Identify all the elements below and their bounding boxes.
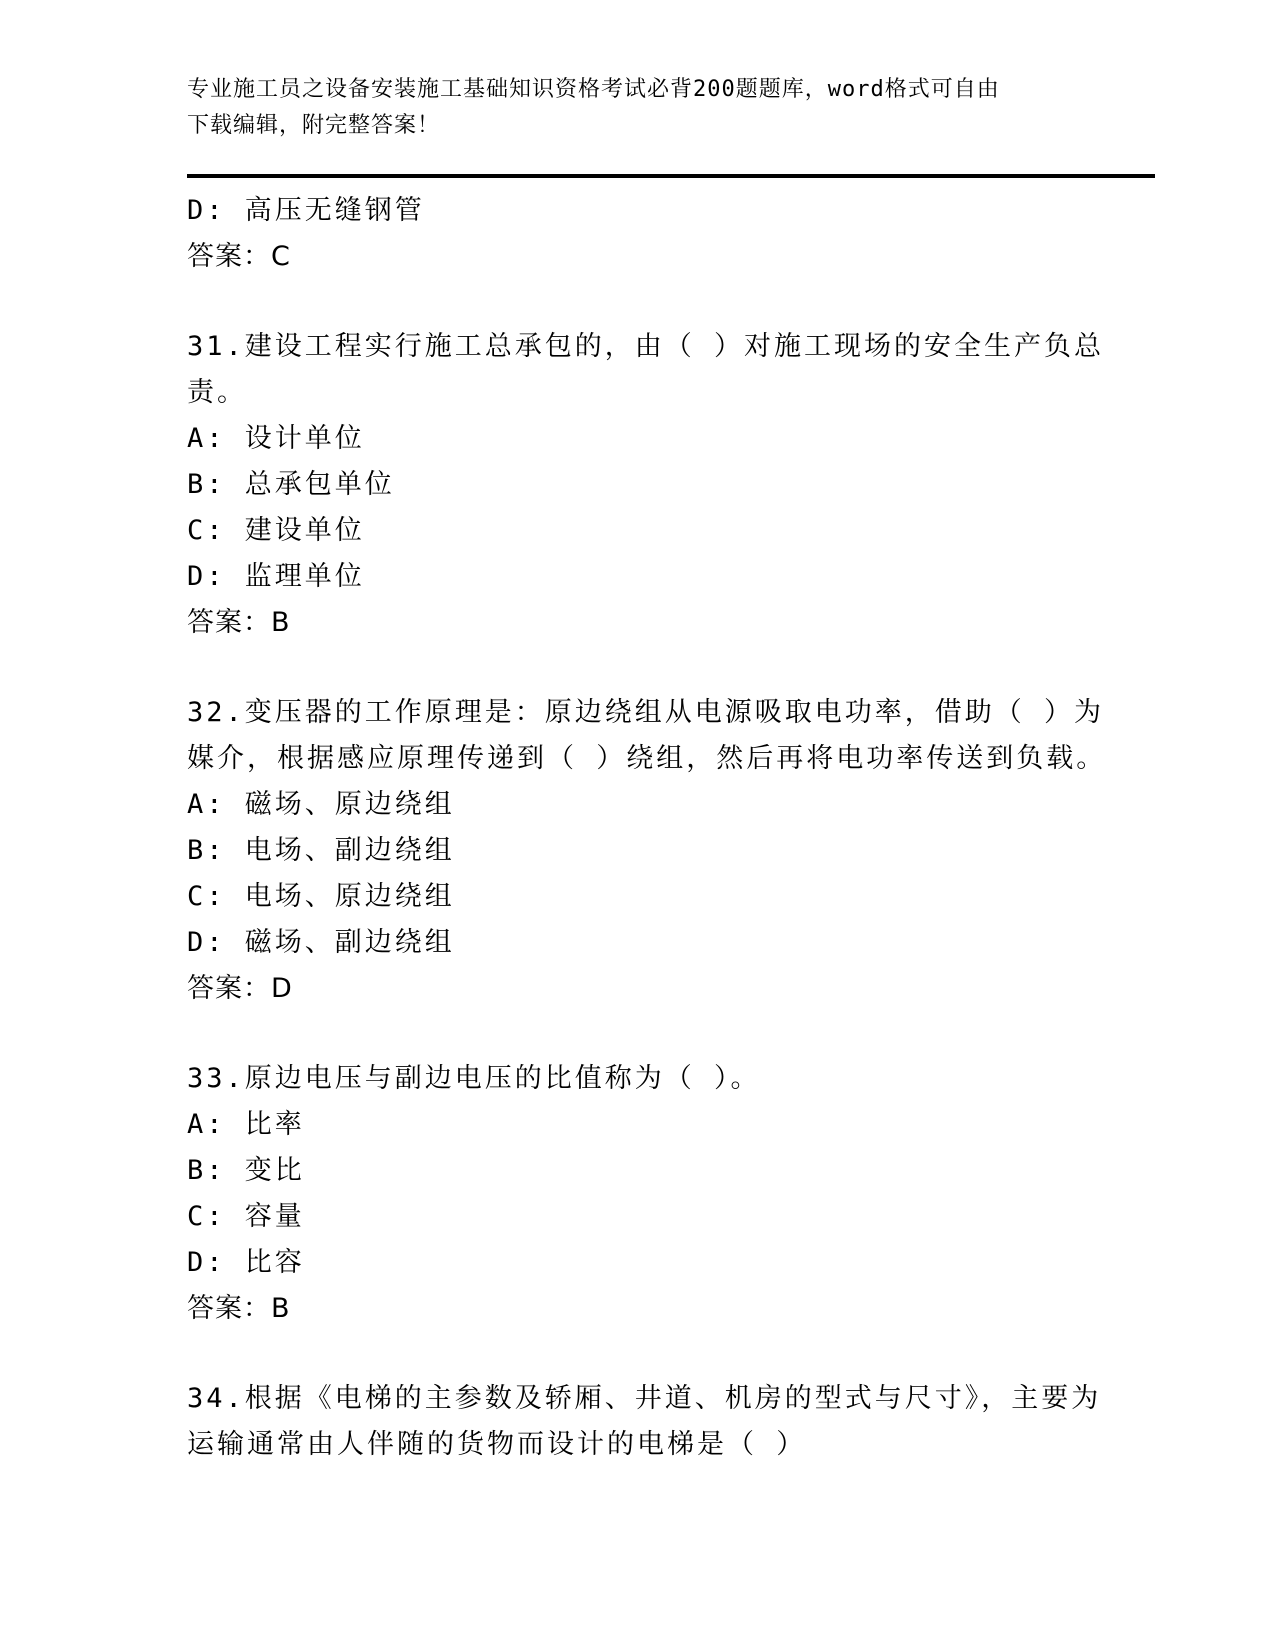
option-a: A: 设计单位 <box>187 423 365 454</box>
spacer <box>187 1332 1087 1376</box>
option-d: D: 比容 <box>187 1247 305 1278</box>
answer-line: 答案：C <box>187 241 291 272</box>
question-stem-line: 34.根据《电梯的主参数及轿厢、井道、机房的型式与尺寸》，主要为 <box>187 1383 1102 1414</box>
option-b: B: 电场、副边绕组 <box>187 835 455 866</box>
spacer <box>187 280 1087 324</box>
spacer <box>187 1012 1087 1056</box>
page-header <box>187 72 1067 144</box>
option-c: C: 建设单位 <box>187 515 365 546</box>
answer-line: 答案：B <box>187 1293 291 1324</box>
option-d: D: 监理单位 <box>187 561 365 592</box>
question-32 <box>187 690 1107 1012</box>
option-a: A: 比率 <box>187 1109 305 1140</box>
question-stem-line: 媒介，根据感应原理传递到（ ）绕组，然后再将电功率传送到负载。 <box>187 743 1107 774</box>
header-divider <box>187 174 1155 178</box>
option-b: B: 总承包单位 <box>187 469 395 500</box>
question-33 <box>187 1056 1087 1332</box>
question-stem-line: 33.原边电压与副边电压的比值称为（ ）。 <box>187 1063 761 1094</box>
header-line-1: 专业施工员之设备安装施工基础知识资格考试必背200题题库，word格式可自由 <box>187 77 1000 102</box>
option-c: C: 容量 <box>187 1201 305 1232</box>
answer-line: 答案：D <box>187 973 293 1004</box>
option-c: C: 电场、原边绕组 <box>187 881 455 912</box>
answer-line: 答案：B <box>187 607 291 638</box>
question-31 <box>187 324 1105 646</box>
header-line-2: 下载编辑，附完整答案！ <box>187 113 441 138</box>
question-stem-line: 责。 <box>187 377 247 408</box>
option-d: D: 高压无缝钢管 <box>187 195 425 226</box>
option-b: B: 变比 <box>187 1155 305 1186</box>
spacer <box>187 646 1087 690</box>
option-a: A: 磁场、原边绕组 <box>187 789 455 820</box>
question-34 <box>187 1376 1102 1468</box>
question-stem-line: 31.建设工程实行施工总承包的，由（ ）对施工现场的安全生产负总 <box>187 331 1105 362</box>
question-stem-line: 运输通常由人伴随的货物而设计的电梯是（ ） <box>187 1429 807 1460</box>
option-d: D: 磁场、副边绕组 <box>187 927 455 958</box>
document-body <box>187 188 1107 1468</box>
previous-question-tail <box>187 188 1087 280</box>
question-stem-line: 32.变压器的工作原理是：原边绕组从电源吸取电功率，借助（ ）为 <box>187 697 1105 728</box>
